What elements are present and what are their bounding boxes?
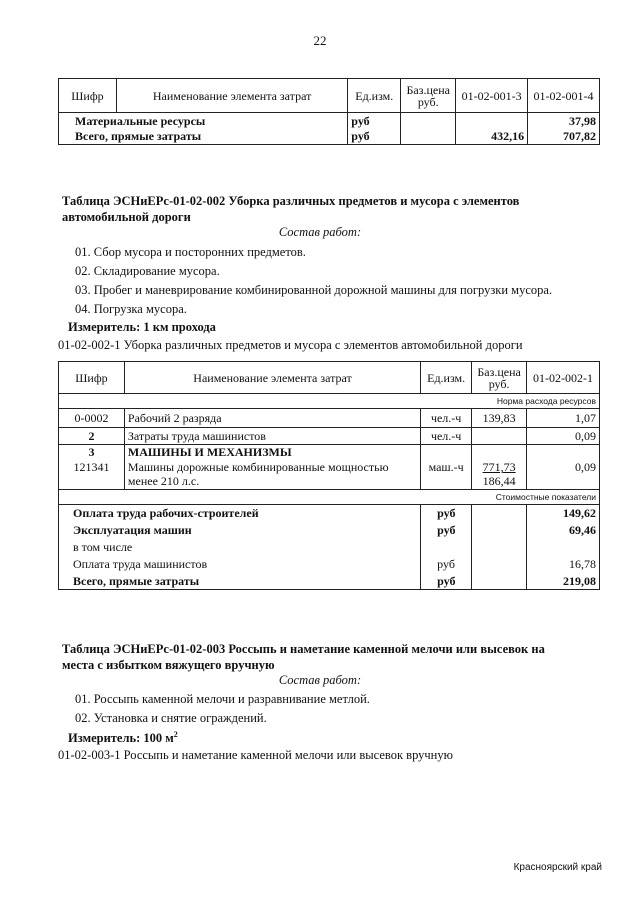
cost-table-01-02-002 — [58, 361, 600, 590]
work-item: 01. Сбор мусора и посторонних предметов. — [75, 245, 306, 259]
header-col-3: 01-02-001-3 — [456, 79, 528, 113]
total-row: Оплата труда машинистов руб 16,78 — [59, 556, 600, 573]
table-row — [59, 113, 600, 129]
meter-label: Измеритель: 1 км прохода — [68, 320, 216, 334]
region-footer: Красноярский край — [513, 862, 602, 873]
total-row: в том числе — [59, 539, 600, 556]
section-title-01-02-002: Таблица ЭСНиЕРс-01-02-002 Уборка различных предметов и мусора с элементов автомобильной дороги — [62, 194, 520, 224]
row-value-4: 707,82 — [528, 129, 600, 145]
cost-label-row — [59, 490, 600, 505]
header-price: Баз.цена руб. — [472, 362, 527, 394]
row-unit: руб — [348, 113, 401, 129]
header-unit: Ед.изм. — [421, 362, 472, 394]
header-col: 01-02-002-1 — [527, 362, 600, 394]
header-name: Наименование элемента затрат — [124, 362, 420, 394]
table-row: 3 МАШИНЫ И МЕХАНИЗМЫ — [59, 445, 600, 460]
header-code: Шифр — [59, 362, 125, 394]
row-value-4: 37,98 — [528, 113, 600, 129]
work-item: 01. Россыпь каменной мелочи и разравнивание метлой. — [75, 692, 370, 706]
code-line: 01-02-002-1 Уборка различных предметов и мусора с элементов автомобильной дороги — [58, 338, 523, 352]
row-value-3 — [456, 113, 528, 129]
works-label: Состав работ: — [278, 673, 362, 687]
work-item: 04. Погрузка мусора. — [75, 302, 187, 316]
meter-label: Измеритель: 100 $м^2$ — [68, 730, 178, 746]
norm-label: Норма расхода ресурсов — [59, 394, 600, 409]
header-name: Наименование элемента затрат — [116, 79, 347, 113]
cost-label: Стоимостные показатели — [59, 490, 600, 505]
table-row — [59, 129, 600, 145]
cost-table-continuation — [58, 78, 600, 145]
row-name: Всего, прямые затраты — [59, 129, 348, 145]
work-item: 03. Пробег и маневрирование комбинированной дорожной машины для погрузки мусора. — [75, 283, 553, 297]
table-row: 2 Затраты труда машинистов чел.-ч 0,09 — [59, 428, 600, 445]
total-row: Всего, прямые затраты руб 219,08 — [59, 573, 600, 590]
norm-label-row — [59, 394, 600, 409]
row-unit: руб — [348, 129, 401, 145]
total-row: Эксплуатация машин руб 69,46 — [59, 522, 600, 539]
section-title-01-02-003: Таблица ЭСНиЕРс-01-02-003 Россыпь и наметание каменной мелочи или высевок на места с избытком вяжущего вручную — [62, 642, 545, 672]
table-row: 0-0002 Рабочий 2 разряда чел.-ч 139,83 1,07 — [59, 409, 600, 428]
work-item: 02. Установка и снятие ограждений. — [75, 711, 267, 725]
table-header-row — [59, 362, 600, 394]
header-price: Баз.цена руб. — [401, 79, 456, 113]
table-header-row — [59, 79, 600, 113]
works-label: Состав работ: — [278, 225, 362, 239]
work-item: 02. Складирование мусора. — [75, 264, 220, 278]
row-value-3: 432,16 — [456, 129, 528, 145]
header-col-4: 01-02-001-4 — [528, 79, 600, 113]
total-row: Оплата труда рабочих-строителей руб 149,62 — [59, 505, 600, 522]
header-code: Шифр — [59, 79, 117, 113]
code-line: 01-02-003-1 Россыпь и наметание каменной мелочи или высевок вручную — [58, 748, 453, 762]
table-row: 121341 Машины дорожные комбинированные мощностью менее 210 л.с. маш.-ч 771,73 186,44 0,09 — [59, 460, 600, 490]
row-name: Материальные ресурсы — [59, 113, 348, 129]
page-number: 22 — [313, 33, 327, 48]
header-unit: Ед.изм. — [348, 79, 401, 113]
